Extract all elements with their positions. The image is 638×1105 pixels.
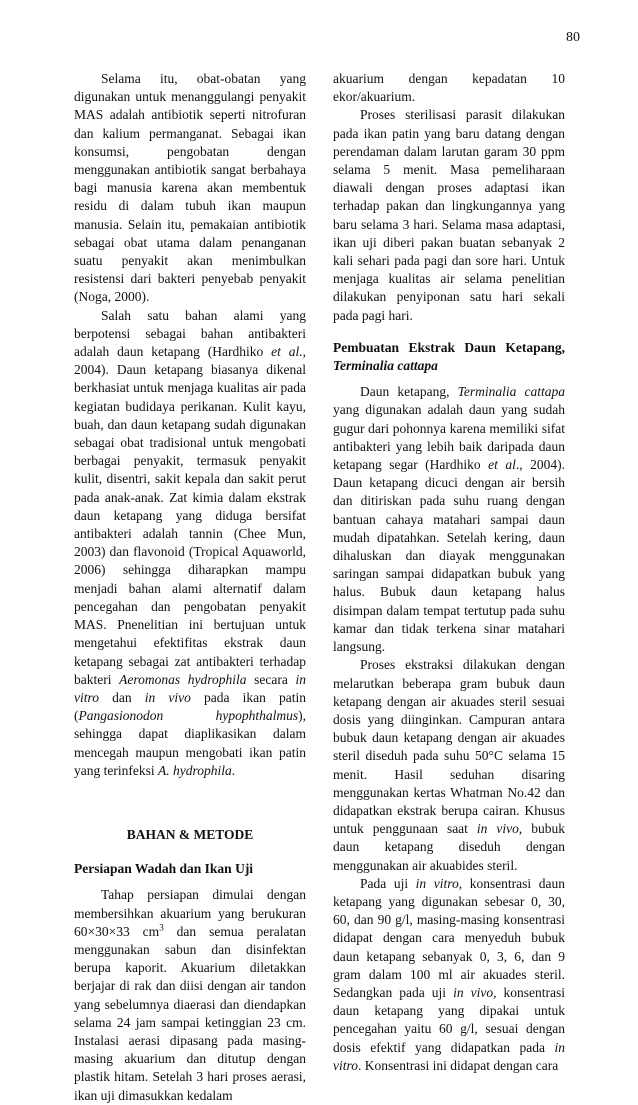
subheading-container-prep: Persiapan Wadah dan Ikan Uji — [74, 861, 254, 877]
paragraph-leaf-prep: Daun ketapang, Terminalia cattapa yang digunakan adalah daun yang sudah gugur dari pohonnya karena memiliki sifat antibakteri yang lebih baik daripada daun ketapang segar (Hardhiko et al., 2004). Daun ketapang dicuci dengan air bersih dan ditiriskan pada suhu ruang dengan bantuan cahaya matahari sampai daun mudah dipatahkan. Setelah kering, daun dihaluskan dan diayak menggunakan saringan sampai didapatkan bubuk yang halus. Bubuk daun ketapang halus disimpan dalam tempat tertutup pada suhu kamar dan tidak terkena sinar matahari langsung. — [333, 384, 565, 655]
paragraph-density-continued: akuarium dengan kepadatan 10 ekor/akuarium. — [333, 71, 565, 105]
right-column — [333, 70, 565, 1075]
paragraph-extraction: Proses ekstraksi dilakukan dengan melarutkan beberapa gram bubuk daun ketapang dengan air akuades steril sesuai dosis yang diinginkan. Campuran antara bubuk daun ketapang dengan air akuades steril diseduh pada suhu 50°C selama 15 menit. Hasil seduhan disaring menggunakan kertas Whatman No.42 dan didapatkan ekstrak berupa cairan. Khusus untuk penggunaan saat in vivo, bubuk daun ketapang diseduh dengan menggunakan air akuabides steril. — [333, 657, 565, 873]
paragraph-antibiotic-use: Selama itu, obat-obatan yang digunakan untuk menanggulangi penyakit MAS adalah antibiotik seperti nitrofuran dan kalium permanganat. Sebagai ikan konsumsi, pengobatan dengan menggunakan antibiotik sangat berbahaya bagi manusia karena akan membentuk residu di dalam tubuh ikan maupun manusia. Selain itu, pemakaian antibiotik sebagai obat utama dalam penanganan suatu penyakit akan menimbulkan resistensi dari bakteri penyebab penyakit (Noga, 2000). — [74, 71, 306, 305]
paragraph-ketapang-potential: Salah satu bahan alami yang berpotensi sebagai bahan antibakteri adalah daun ketapang (Hardhiko et al., 2004). Daun ketapang biasanya dikenal berkhasiat untuk menjaga kualitas air pada kegiatan budidaya perikanan. Kulit kayu, buah, dan daun ketapang sudah digunakan sebagai obat tradisional untuk mengobati berbagai penyakit, termasuk penyakit kulit, disentri, sakit kepala dan sakit perut pada anak-anak. Zat kimia dalam ekstrak daun ketapang yang diduga bersifat antibakteri adalah tannin (Chee Mun, 2003) dan flavonoid (Tropical Aquaworld, 2006) sehingga diharapkan mampu menjadi bahan alami alternatif dalam pencegahan dan pengobatan penyakit MAS. Pnenelitian ini bertujuan untuk mengetahui efektifitas ekstrak daun ketapang sebagai zat antibakteri terhadap bakteri Aeromonas hydrophila secara in vitro dan in vivo pada ikan patin (Pangasionodon hypophthalmus), sehingga dapat diaplikasikan dalam mencegah maupun mengobati ikan patin yang terinfeksi A. hydrophila. — [74, 307, 306, 778]
section-heading-methods: BAHAN & METODE — [126, 826, 254, 842]
page-number: 80 — [566, 30, 580, 45]
paragraph-concentration: Pada uji in vitro, konsentrasi daun ketapang yang digunakan sebesar 0, 30, 60, dan 90 g/l, masing-masing konsentrasi didapat dengan cara menyeduh bubuk daun ketapang sebanyak 0, 3, 6, dan 9 gram dalam 100 ml air akuades steril. Sedangkan pada uji in vivo, konsentrasi daun ketapang yang dipakai untuk pencegahan yaitu 60 g/l, sesuai dengan dosis efektif yang didapatkan pada in vitro. Konsentrasi ini didapat dengan cara — [333, 875, 565, 1073]
subheading-extract-prep: Pembuatan Ekstrak Daun Ketapang, Terminalia cattapa — [333, 339, 565, 374]
paragraph-sterilization: Proses sterilisasi parasit dilakukan pada ikan patin yang baru datang dengan perendaman dalam larutan garam 30 ppm selama 5 menit. Masa pemeliharaan diawali dengan proses adaptasi ikan terhadap pakan dan lingkungannya yang baru selama 3 hari. Selama masa adaptasi, ikan uji diberi pakan buatan sebanyak 2 kali sehari pada pagi dan sore hari. Untuk menjaga kualitas air selama penelitian dilakukan penyiponan satu hari sekali pada pagi hari. — [333, 107, 565, 323]
left-column — [74, 70, 306, 1105]
paragraph-container-prep: Tahap persiapan dimulai dengan membersihkan akuarium yang berukuran 60×30×33 $cm^3$ dan semua peralatan menggunakan sabun dan disinfektan berupa kaporit. Akuarium diletakkan berjajar di rak dan diisi dengan air tandon yang sebelumnya diaerasi dan diendapkan selama 24 jam sampai ketinggian 23 cm. Instalasi aerasi dipasang pada masing-masing akuarium dan ditutup dengan plastik hitam. Setelah 3 hari proses aerasi, ikan uji dimasukkan kedalam — [74, 887, 306, 1103]
